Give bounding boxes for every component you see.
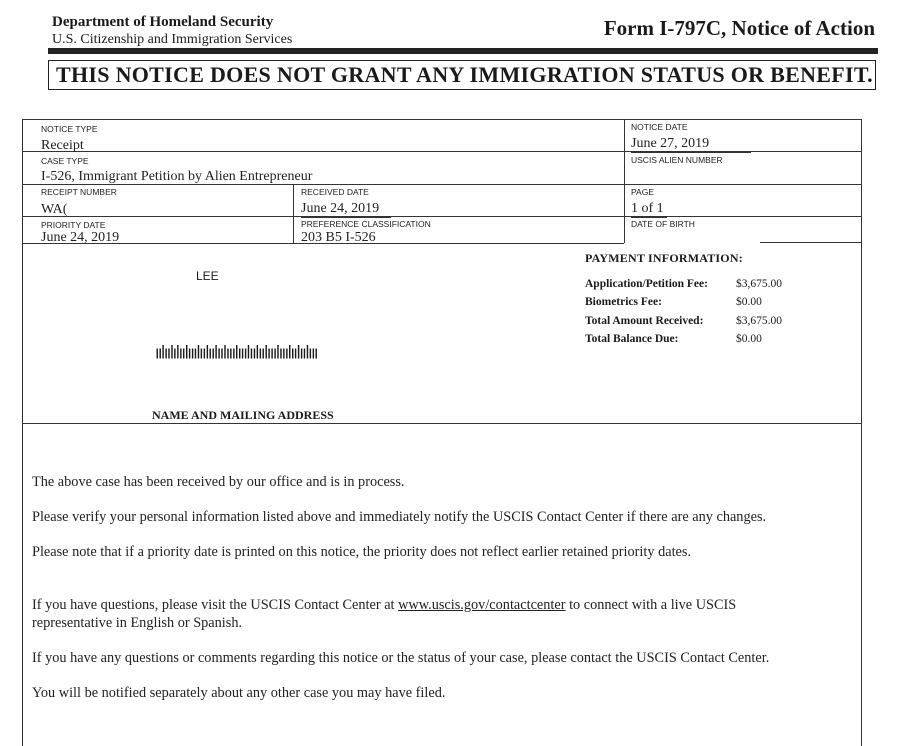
grid-divider (760, 242, 862, 243)
priority-date-label: PRIORITY DATE (41, 220, 106, 230)
body-frame-left (22, 424, 23, 746)
mailing-address-label: NAME AND MAILING ADDRESS (152, 408, 334, 422)
body-paragraph: Please note that if a priority date is printed on this notice, the priority does not reflect earlier retained priority dates. (32, 544, 692, 560)
payment-title: PAYMENT INFORMATION: (585, 251, 743, 265)
body-paragraph: Please verify your personal information listed above and immediately notify the USCIS Contact Center if there are any changes. (32, 509, 767, 525)
preference-label: PREFERENCE CLASSIFICATION (301, 219, 431, 229)
body-paragraph: You will be notified separately about any other case you may have filed. (32, 685, 446, 701)
grid-divider (22, 151, 624, 152)
body-paragraph (32, 596, 736, 614)
body-text-span: to connect with a live USCIS (565, 597, 737, 613)
case-type-value: I-526, Immigrant Petition by Alien Entrepreneur (41, 169, 313, 184)
grid-divider (293, 184, 294, 243)
dob-label: DATE OF BIRTH (631, 219, 695, 229)
form-title: Form I-797C, Notice of Action (603, 16, 875, 40)
fee-value: $0.00 (736, 296, 762, 308)
notice-type-label: NOTICE TYPE (41, 124, 98, 134)
recipient-name: LEE (196, 269, 219, 283)
notice-frame (22, 119, 862, 424)
fee-value: $0.00 (736, 333, 762, 345)
banner-text: THIS NOTICE DOES NOT GRANT ANY IMMIGRATION STATUS OR BENEFIT. (56, 62, 873, 87)
fee-value: $3,675.00 (736, 315, 782, 327)
fee-label: Biometrics Fee: (585, 296, 662, 308)
body-text-span: If you have questions, please visit the USCIS Contact Center at (32, 597, 399, 613)
body-paragraph: The above case has been received by our office and is in process. (32, 474, 405, 490)
received-date-value: June 24, 2019 (301, 201, 391, 218)
fee-label: Total Amount Received: (585, 315, 704, 327)
preference-value: 203 B5 I-526 (301, 230, 376, 245)
body-frame-right (861, 424, 862, 746)
receipt-number-value: WA( (41, 202, 68, 217)
notice-date-label: NOTICE DATE (631, 122, 688, 132)
received-date-label: RECEIVED DATE (301, 187, 369, 197)
grid-divider (624, 119, 625, 243)
receipt-number-label: RECEIPT NUMBER (41, 187, 117, 197)
fee-label: Total Balance Due: (585, 333, 679, 345)
fee-label: Application/Petition Fee: (585, 278, 708, 290)
priority-date-value: June 24, 2019 (41, 230, 120, 245)
alien-number-label: USCIS ALIEN NUMBER (631, 155, 723, 165)
notice-type-value: Receipt (41, 138, 84, 153)
department-name: Department of Homeland Security (52, 14, 274, 30)
notice-date-value: June 27, 2019 (631, 136, 751, 153)
postal-barcode: ıılıılılıılııılıılıılıılııılııılıılıılııılııılıılıılııı (155, 342, 317, 363)
page-value: 1 of 1 (631, 201, 667, 218)
header-rule (48, 48, 878, 54)
fee-value: $3,675.00 (736, 278, 782, 290)
page-label: PAGE (631, 187, 654, 197)
contact-center-link[interactable]: www.uscis.gov/contactcenter (398, 597, 566, 613)
agency-name: U.S. Citizenship and Immigration Services (52, 32, 293, 47)
case-type-label: CASE TYPE (41, 156, 89, 166)
body-paragraph: If you have any questions or comments regarding this notice or the status of your case, please contact the USCIS Contact Center. (32, 650, 770, 666)
body-paragraph: representative in English or Spanish. (32, 615, 243, 631)
grid-divider (22, 216, 862, 217)
